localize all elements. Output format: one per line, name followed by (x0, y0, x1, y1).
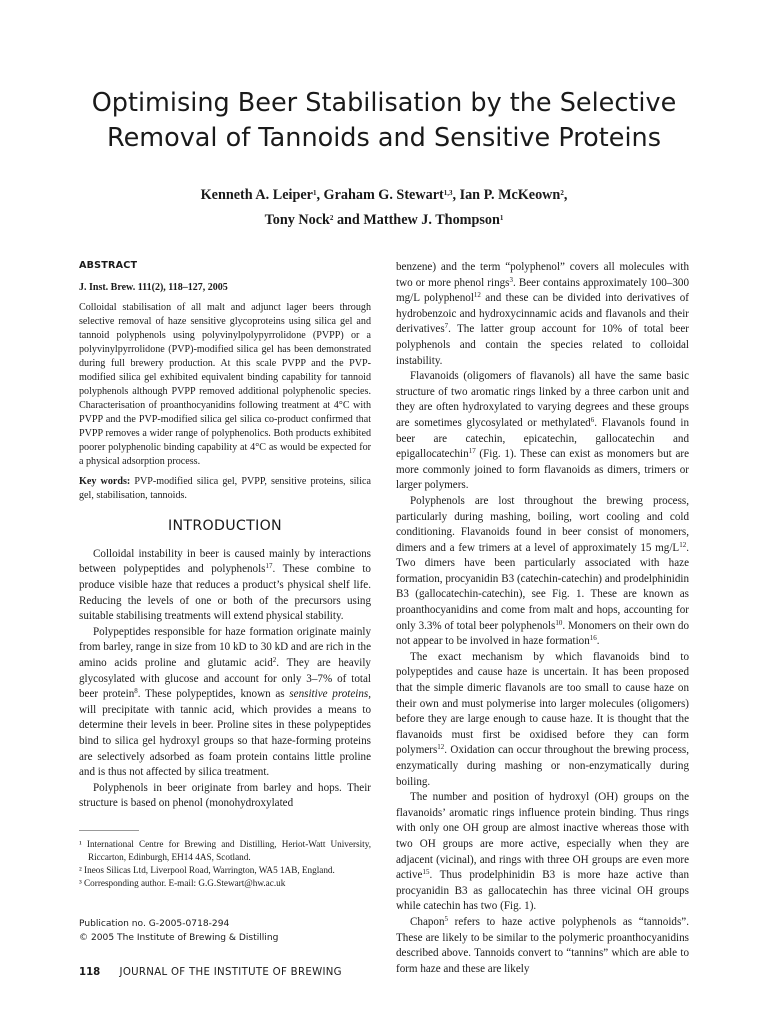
citation-ref: 2 (272, 655, 277, 664)
page-footer (79, 967, 342, 978)
emphasis-text: sensitive proteins, (289, 688, 371, 701)
footnotes (79, 838, 371, 890)
paragraph-text: Polypeptides responsible for haze formation originate mainly from barley, range in size from 10 kD to 30 kD and are rich in the amino acids proline and glutamic acid (79, 625, 371, 669)
footnote-2: ² Ineos Silicas Ltd, Liverpool Road, Warrington, WA5 1AB, England. (79, 865, 335, 875)
paragraph-text: Chapon (410, 915, 445, 928)
paragraph-text: . They are heavily glycosylated with glucose and account for only 3–7% of total beer protein (79, 656, 371, 701)
author-affiliation-mark: 1 (499, 214, 504, 222)
author-name: Kenneth A. Leiper (200, 187, 313, 203)
publication-number: Publication no. G-2005-0718-294 (79, 919, 230, 929)
keywords-list: PVP-modified silica gel, PVPP, sensitive proteins, silica gel, stabilisation, tannoids. (79, 476, 371, 502)
publication-info (79, 917, 371, 945)
keywords (79, 475, 371, 503)
citation-ref: 6 (590, 415, 595, 424)
author-affiliation-mark: 2 (560, 189, 564, 197)
intro-paragraph-2 (79, 625, 371, 781)
left-column (79, 258, 371, 812)
page-number: 118 (79, 967, 101, 978)
citation-ref: 16 (589, 634, 597, 643)
paragraph-text: . Oxidation can occur throughout the brewing process, enzymatically during mashing or non-enzymatically during boiling. (396, 744, 689, 788)
introduction-heading: INTRODUCTION (168, 518, 282, 535)
citation-ref: 17 (265, 562, 273, 571)
author-affiliation-mark: 1,3 (443, 189, 453, 197)
paragraph-text: (Fig. 1). These can exist as monomers but are more commonly joined to form flavanoids as dimers, trimers or larger polymers. (396, 448, 689, 492)
author-affiliation-mark: 2 (329, 214, 334, 222)
author-name: Graham G. Stewart (323, 187, 444, 203)
author-line-2 (60, 208, 708, 233)
citation-ref: 12 (437, 743, 445, 752)
citation-ref: 3 (509, 275, 513, 284)
title-line-2: Removal of Tannoids and Sensitive Proteins (107, 123, 661, 153)
journal-reference: J. Inst. Brew. 111(2), 118–127, 2005 (79, 281, 228, 293)
footnote-rule (79, 830, 139, 831)
paragraph-text: . These polypeptides, known as (137, 688, 290, 701)
author-separator: , (316, 187, 324, 203)
paragraph-text: will precipitate with tannic acid, which provides a means to determine their levels in beer. Proline sites in these polypeptides bind to silica gel hydroxyl groups so that haze-forming proteins are selectively adsorbed as foam protein contains little proline and is thus not affected by silica treatment. (79, 703, 371, 779)
paragraph-text: . Monomers on their own do not appear to be involved in haze formation (396, 619, 689, 648)
author-list (60, 183, 708, 233)
abstract-text: Colloidal stabilisation of all malt and adjunct lager beers through selective removal of haze sensitive glycoproteins using silica gel and tannoid polyphenols using polyvinylpolypyrrolidone (PVPP) or a polyvinylpyrrolidone (PVP)-modified silica gel has been demonstrated during full brewery production. At this scale PVPP and the PVP-modified silica gel exhibited equivalent binding capability for tannoid polyphenols although PVPP removed additional polyphenolic species. Characterisation of proanthocyanidins following treatment at 4°C with PVPP and the PVP-modified silica gel silica co-product confirmed that PVPP removes a wider range of polyphenolics. Both products exhibited poorer polyphenolic binding capability at 4°C as would be expected for a physical adsorption process. (79, 302, 371, 468)
author-separator: and (333, 212, 364, 228)
right-column (396, 260, 689, 977)
title-line-1: Optimising Beer Stabilisation by the Selective (91, 88, 677, 118)
article-title (60, 86, 708, 156)
body-paragraph-5 (396, 790, 689, 915)
paragraph-text: . The latter group account for 10% of total beer polyphenols and contain the species related to colloidal instability. (396, 323, 689, 367)
body-paragraph-6 (396, 915, 689, 977)
paragraph-text: . These combine to produce visible haze that reduces a product’s physical shelf life. Reducing the levels of one or both of the precursors using suitable stabilising treatments will extend physical stability. (79, 563, 371, 623)
body-paragraph-2 (396, 369, 689, 494)
author-name: Tony Nock (264, 212, 330, 228)
paragraph-text: The number and position of hydroxyl (OH) groups on the flavanoids’ aromatic rings influence protein binding. Thus rings with only one OH group are almost inactive whereas those with two OH groups are more active, especially when they are adjacent (vicinal), and rings with three OH groups are even more active (396, 791, 689, 882)
paragraph-text: Polyphenols are lost throughout the brewing process, particularly during mashing, boiling, wort cooling and cold conditioning. Flavanoids found in beer consist of monomers, dimers and a few trimers at a level of approximately 15 mg/L (396, 494, 689, 554)
footnote-1: ¹ International Centre for Brewing and Distilling, Heriot-Watt University, Riccarton, Edinburgh, EH14 4AS, Scotland. (79, 839, 371, 862)
paragraph-text: . (596, 635, 600, 648)
citation-ref: 7 (444, 322, 449, 331)
paragraph-text: . Two dimers have been particularly associated with haze formation, procyanidin B3 (catechin-catechin) and prodelphinidin B3 (gallocatechin-catechin), see Fig. 1. These are known as proanthocyanidins and come from malt and hops, accounting for only 3.3% of total beer polyphenols (396, 541, 689, 632)
author-affiliation-mark: 1 (312, 189, 317, 197)
body-paragraph-1 (396, 260, 689, 369)
citation-ref: 10 (555, 618, 563, 627)
author-separator: , (563, 187, 568, 203)
paragraph-text: . Flavanols found in beer are catechin, epicatechin, gallocatechin and epigallocatechin (396, 416, 690, 461)
citation-ref: 15 (422, 868, 430, 877)
paragraph-text: and these can be divided into derivatives of hydrobenzoic and hydroxycinnamic acids and flavanols and their derivatives (396, 292, 689, 336)
paragraph-text: Flavanoids (oligomers of flavanols) all have the same basic structure of two aromatic rings linked by a three carbon unit and they are often hydroxylated to varying degrees and these groups are sometimes glycosylated or methylated (396, 370, 689, 429)
citation-ref: 17 (468, 447, 476, 456)
author-name: Ian P. McKeown (459, 187, 561, 203)
paragraph-text: . Thus prodelphinidin B3 is more haze active than procyanidin B3 as gallocatechin has three vicinal OH groups while catechin has two (Fig. 1). (396, 869, 689, 913)
body-paragraph-3 (396, 494, 689, 650)
copyright-notice: © 2005 The Institute of Brewing & Distilling (79, 933, 279, 943)
paragraph-text: . Beer contains approximately 100–300 mg/L polyphenol (396, 276, 689, 305)
journal-name: JOURNAL OF THE INSTITUTE OF BREWING (119, 967, 342, 978)
paragraph-text: The exact mechanism by which flavanoids bind to polypeptides and cause haze is uncertain. It has been proposed that the simple dimeric flavanols are too small to cause haze on their own and must polymerise into larger molecules (oligomers) before they are large enough to cause haze. It is thought that the flavanoids must first be oxidised before they can form polymers (396, 650, 689, 757)
intro-paragraph-3: Polyphenols in beer originate from barley and hops. Their structure is based on phenol (monohydroxylated (79, 781, 371, 810)
abstract-heading: ABSTRACT (79, 260, 138, 271)
paragraph-text: benzene) and the term “polyphenol” covers all molecules with two or more phenol rings (396, 261, 689, 289)
author-line-1 (60, 183, 708, 208)
paragraph-text: refers to haze active polyphenols as “tannoids”. These are likely to be similar to the polymeric proanthocyanidins described above. Tannoids convert to “tannins” which are able to form haze and these are likely (396, 915, 689, 975)
citation-ref: 5 (444, 914, 449, 923)
citation-ref: 12 (679, 540, 687, 549)
author-name: Matthew J. Thompson (363, 212, 500, 228)
citation-ref: 12 (473, 291, 481, 300)
intro-paragraph-1 (79, 547, 371, 625)
author-separator: , (452, 187, 460, 203)
body-paragraph-4 (396, 650, 689, 790)
citation-ref: 8 (134, 687, 138, 696)
footnote-3: ³ Corresponding author. E-mail: G.G.Stewart@hw.ac.uk (79, 878, 286, 888)
keywords-label: Key words: (79, 476, 131, 488)
paragraph-text: Colloidal instability in beer is caused mainly by interactions between polypeptides and polyphenols (79, 547, 371, 576)
